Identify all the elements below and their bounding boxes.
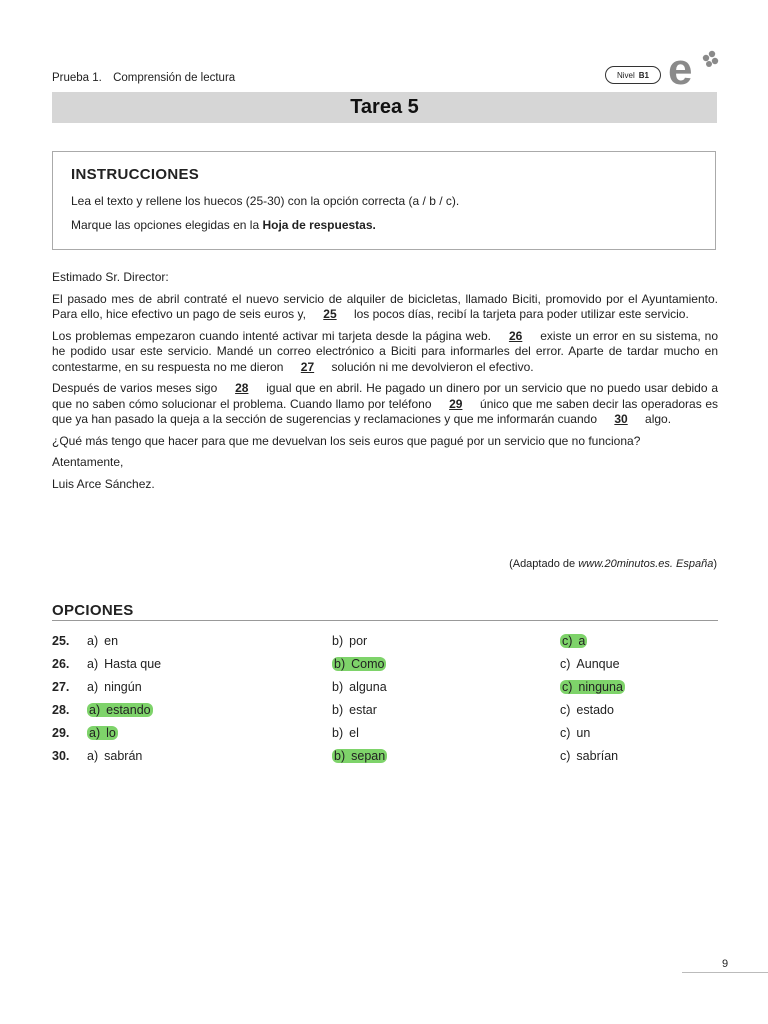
option-letter: b) xyxy=(332,726,344,740)
option-letter: c) xyxy=(562,680,573,694)
page-number: 9 xyxy=(682,958,768,973)
option-letter: c) xyxy=(560,657,571,671)
option-b[interactable] xyxy=(332,634,367,648)
header-breadcrumb xyxy=(52,72,243,84)
gap-27: 27 xyxy=(300,359,315,374)
option-letter: a) xyxy=(89,703,101,717)
option-letter: b) xyxy=(332,634,344,648)
page-title: Tarea 5 xyxy=(52,92,717,123)
option-number: 25. xyxy=(52,634,70,648)
option-text: a xyxy=(578,634,586,648)
option-row xyxy=(52,657,718,677)
option-letter: b) xyxy=(334,657,346,671)
option-text: sabrían xyxy=(576,749,619,763)
option-text: estando xyxy=(106,703,151,717)
option-letter: c) xyxy=(562,634,573,648)
option-a[interactable] xyxy=(87,680,142,694)
gap-28: 28 xyxy=(235,381,249,395)
option-row xyxy=(52,726,718,746)
option-c[interactable] xyxy=(560,703,614,717)
option-a[interactable] xyxy=(87,634,118,648)
option-row xyxy=(52,749,718,769)
level-label: Nivel xyxy=(616,70,635,80)
instructions-title: INSTRUCCIONES xyxy=(71,166,200,183)
option-letter: b) xyxy=(332,703,344,717)
source-site: www.20minutos.es. España xyxy=(578,558,714,570)
instructions-line-2-text: Marque las opciones elegidas en la xyxy=(71,218,263,232)
letter-greeting: Estimado Sr. Director: xyxy=(52,270,169,284)
option-b[interactable] xyxy=(332,680,387,694)
option-letter: c) xyxy=(560,703,571,717)
option-text: sabrán xyxy=(104,749,143,763)
option-text: ningún xyxy=(104,680,142,694)
option-c[interactable] xyxy=(560,634,587,648)
option-number: 27. xyxy=(52,680,70,694)
option-text: por xyxy=(349,634,368,648)
option-c[interactable] xyxy=(560,680,625,694)
option-c[interactable] xyxy=(560,749,618,763)
letter-paragraph-2: Los problemas empezaron cuando intenté activar mi tarjeta desde la página web. 26 existe un error en su sistema, no he podido usar este servicio. Mandé un correo electrónico a Biciti para informarles del error. Aparte de tardar mucho en contestarme, en su respuesta no me dieron 27 solución ni me devolvieron el efectivo. xyxy=(52,328,718,374)
option-text: ninguna xyxy=(578,680,623,694)
instructions-line-2 xyxy=(71,217,697,233)
option-letter: a) xyxy=(89,726,101,740)
option-row xyxy=(52,634,718,654)
option-text: Como xyxy=(351,657,385,671)
option-number: 30. xyxy=(52,749,70,763)
options-title: OPCIONES xyxy=(52,602,718,621)
option-c[interactable] xyxy=(560,657,620,671)
letter-closing: Atentamente, xyxy=(52,455,124,469)
option-b[interactable] xyxy=(332,657,386,671)
option-number: 29. xyxy=(52,726,70,740)
option-letter: a) xyxy=(87,680,99,694)
option-text: sepan xyxy=(351,749,386,763)
letter-paragraph-4: ¿Qué más tengo que hacer para que me devuelvan los seis euros que pagué por un servicio que no funciona? xyxy=(52,433,641,448)
option-text: alguna xyxy=(349,680,387,694)
option-b[interactable] xyxy=(332,726,359,740)
option-row xyxy=(52,680,718,700)
instructions-line-1: Lea el texto y rellene los huecos (25-30) con la opción correcta (a / b / c). xyxy=(71,194,460,208)
option-a[interactable] xyxy=(87,703,153,717)
letter-paragraph-1: El pasado mes de abril contraté el nuevo servicio de alquiler de bicicletas, llamado Biciti, promovido por el Ayuntamiento. Para ello, hice efectivo un pago de seis euros y, 25 los pocos días, recibí la tarjeta para poder utilizar este servicio. xyxy=(52,291,718,321)
answer-sheet-label: Hoja de respuestas. xyxy=(262,218,376,232)
option-letter: a) xyxy=(87,657,99,671)
option-text: un xyxy=(576,726,591,740)
option-row xyxy=(52,703,718,723)
gap-30: 30 xyxy=(614,412,628,426)
section-label: Comprensión de lectura xyxy=(113,72,236,84)
option-number: 26. xyxy=(52,657,70,671)
logo-letter: e xyxy=(668,48,693,88)
option-a[interactable] xyxy=(87,749,142,763)
exam-label: Prueba 1. xyxy=(52,72,102,84)
option-text: en xyxy=(104,634,119,648)
letter-text xyxy=(52,270,718,498)
option-letter: a) xyxy=(87,749,99,763)
option-text: el xyxy=(349,726,359,740)
option-text: estar xyxy=(349,703,377,717)
option-text: Aunque xyxy=(576,657,620,671)
option-letter: a) xyxy=(87,634,99,648)
level-badge xyxy=(605,66,661,84)
gap-26: 26 xyxy=(508,328,523,343)
option-letter: b) xyxy=(332,680,344,694)
letter-paragraph-3: Después de varios meses sigo 28 igual que en abril. He pagado un dinero por un servicio que no puedo usar debido a que no saben cómo solucionar el problema. Cuando llamo por teléfono 29 único que me saben decir las operadoras es que ya han pasado la queja a la sección de sugerencias y reclamaciones y que me informarán cuando 30 algo. xyxy=(52,381,719,426)
dele-logo-icon xyxy=(668,48,720,88)
option-a[interactable] xyxy=(87,726,118,740)
option-b[interactable] xyxy=(332,749,387,763)
option-text: Hasta que xyxy=(104,657,162,671)
instructions-box xyxy=(52,151,716,250)
gap-25: 25 xyxy=(323,307,337,321)
gap-29: 29 xyxy=(449,396,463,411)
option-letter: c) xyxy=(560,749,571,763)
option-number: 28. xyxy=(52,703,70,717)
option-a[interactable] xyxy=(87,657,161,671)
source-citation: (Adaptado de www.20minutos.es. España) xyxy=(509,558,717,570)
option-letter: c) xyxy=(560,726,571,740)
option-c[interactable] xyxy=(560,726,590,740)
option-b[interactable] xyxy=(332,703,377,717)
letter-signature: Luis Arce Sánchez. xyxy=(52,476,155,491)
option-text: estado xyxy=(576,703,614,717)
option-text: lo xyxy=(106,726,116,740)
option-letter: b) xyxy=(334,749,346,763)
level-value: B1 xyxy=(638,70,649,80)
